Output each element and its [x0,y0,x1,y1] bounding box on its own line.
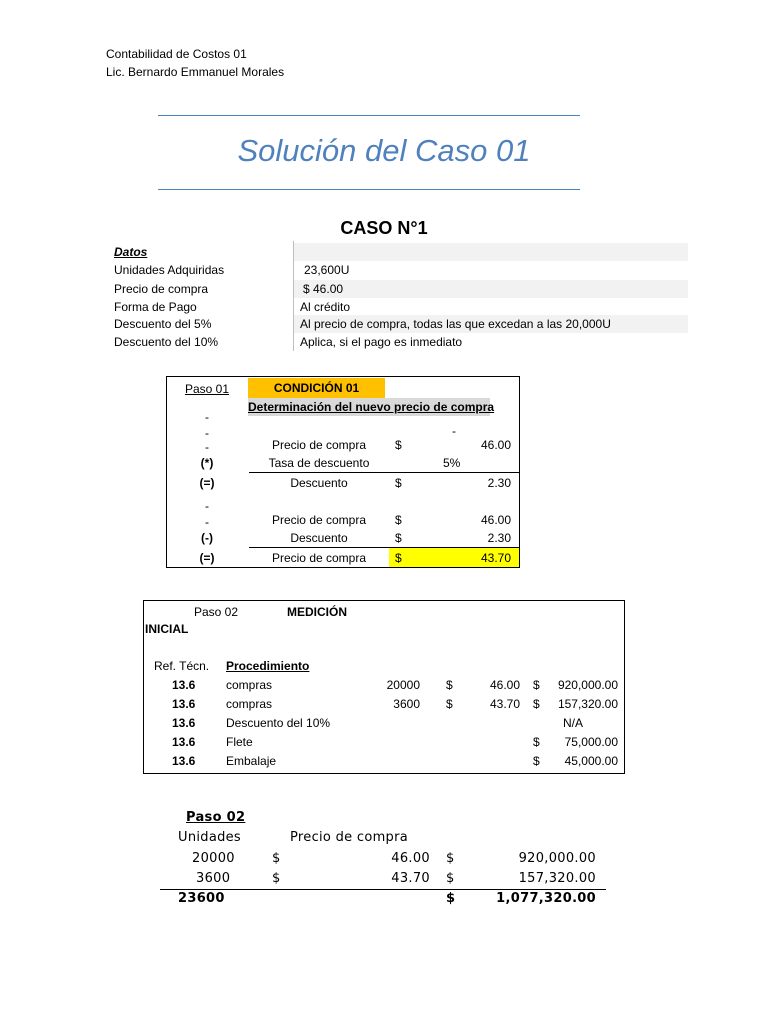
paso01-heading: Determinación del nuevo precio de compra [248,400,495,414]
r1-dollar: $ [395,438,402,452]
row-qty: 3600 [393,697,420,711]
r3-sign: (=) [199,476,215,490]
datos-label: Precio de compra [114,282,209,296]
r2-sign: (*) [200,456,214,470]
row-dollar: $ [533,678,540,692]
datos-heading-row [110,243,688,261]
col-proc: Procedimiento [226,659,310,673]
dash: - [205,440,209,454]
summary-units: 3600 [196,871,231,886]
r3-value: 2.30 [487,476,511,490]
paso02-step: Paso 02 [194,605,239,619]
title-rule-bottom [158,189,580,190]
datos-value: Aplica, si el pago es inmediato [300,335,463,349]
row-price: 43.70 [489,697,520,711]
row-dollar: $ [533,697,540,711]
row-total: 45,000.00 [564,754,618,768]
datos-row [110,315,688,333]
r6-label: Precio de compra [271,551,367,565]
datos-row [110,261,688,279]
r1-label: Precio de compra [271,438,367,452]
paso02-heading-a: MEDICIÓN [287,605,347,619]
course-name: Contabilidad de Costos 01 [106,47,247,61]
row-ref: 13.6 [172,678,196,692]
summary-dollar: $ [272,851,281,866]
col-price: Precio de compra [290,830,409,845]
row-ref: 13.6 [172,697,196,711]
subtotal-rule [249,472,519,473]
datos-row [110,280,688,298]
r2-value: 5% [443,456,461,470]
datos-value: Al crédito [300,300,351,314]
row-dollar: $ [533,754,540,768]
summary-total-units: 23600 [178,891,225,906]
datos-heading: Datos [114,245,148,259]
summary-grand-total: 1,077,320.00 [496,891,596,906]
r3-label: Descuento [290,476,348,490]
summary-price: 46.00 [391,851,430,866]
summary-step: Paso 02 [186,810,246,825]
summary-price: 43.70 [391,871,430,886]
paso02-box [143,600,625,774]
row-price: 46.00 [489,678,520,692]
datos-heading-shade [294,243,688,261]
datos-row [110,298,688,316]
condition-label: CONDICIÓN 01 [248,378,385,398]
datos-label: Descuento del 5% [114,317,212,331]
row-total: N/A [563,716,584,730]
r4-label: Precio de compra [271,513,367,527]
r4-value: 46.00 [480,513,511,527]
page-title: Solución del Caso 01 [237,133,531,168]
dash: - [205,426,209,440]
row-dollar: $ [533,735,540,749]
teacher-name: Lic. Bernardo Emmanuel Morales [106,65,285,79]
r1-value: 46.00 [480,438,511,452]
summary-total: 157,320.00 [518,871,596,886]
summary-dollar: $ [446,871,455,886]
row-qty: 20000 [386,678,420,692]
dash: - [205,499,209,513]
dash: - [205,410,209,424]
datos-label: Descuento del 10% [114,335,219,349]
dash: - [452,424,456,438]
row-total: 920,000.00 [557,678,618,692]
row-dollar: $ [446,678,453,692]
r3-dollar: $ [395,476,402,490]
row-proc: Embalaje [226,754,277,768]
row-proc: Descuento del 10% [226,716,331,730]
title-rule-top [158,115,580,116]
r5-label: Descuento [290,531,348,545]
paso01-box [166,376,520,568]
r6-sign: (=) [199,551,215,565]
datos-row [110,333,688,351]
paso01-step: Paso 01 [184,382,230,396]
col-ref: Ref. Técn. [154,659,210,673]
r2-label: Tasa de descuento [268,456,370,470]
summary-dollar: $ [446,851,455,866]
datos-label: Unidades Adquiridas [114,263,225,277]
col-units: Unidades [178,830,242,845]
r5-value: 2.30 [487,531,511,545]
summary-total: 920,000.00 [518,851,596,866]
row-proc: Flete [226,735,253,749]
row-total: 157,320.00 [557,697,618,711]
row-ref: 13.6 [172,754,196,768]
row-proc: compras [226,678,273,692]
r6-value: 43.70 [480,551,511,565]
row-ref: 13.6 [172,716,196,730]
row-proc: compras [226,697,273,711]
dash: - [205,515,209,529]
summary-dollar: $ [272,871,281,886]
datos-label: Forma de Pago [114,300,197,314]
row-ref: 13.6 [172,735,196,749]
paso02-heading-b: INICIAL [145,622,189,636]
case-heading: CASO N°1 [340,218,428,238]
datos-value: Al precio de compra, todas las que excedan a las 20,000U [294,315,688,333]
r4-dollar: $ [395,513,402,527]
summary-units: 20000 [192,851,235,866]
row-total: 75,000.00 [564,735,618,749]
datos-value: $ 46.00 [294,280,688,298]
datos-divider [293,241,294,351]
r5-sign: (-) [201,531,213,545]
summary-total-dollar: $ [446,891,456,906]
r5-dollar: $ [395,531,402,545]
datos-value: 23,600U [304,263,350,277]
r6-dollar: $ [395,551,402,565]
row-dollar: $ [446,697,453,711]
